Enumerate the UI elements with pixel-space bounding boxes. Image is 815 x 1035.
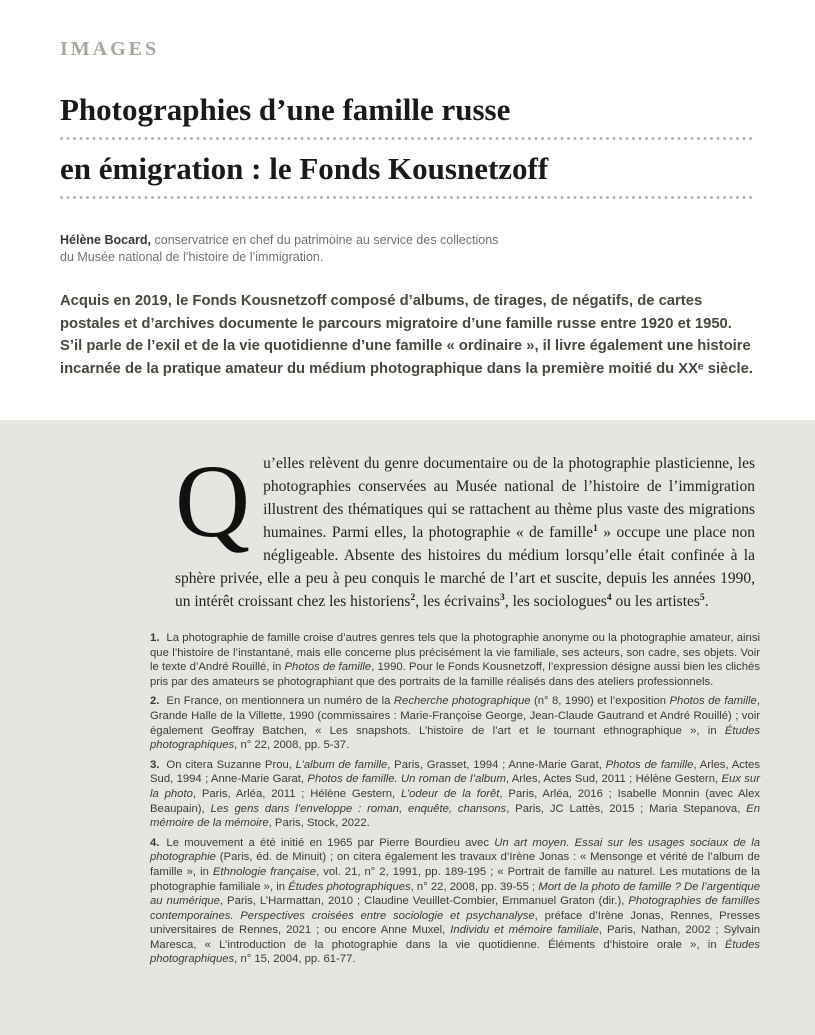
footnote-item — [150, 758, 760, 831]
dotted-rule — [60, 196, 755, 199]
footnote-number: 3. — [150, 758, 160, 771]
footnote-number: 1. — [150, 632, 160, 644]
footnotes-list — [150, 631, 760, 967]
body-section — [0, 420, 815, 1035]
section-kicker: IMAGES — [60, 38, 160, 60]
lead-paragraph-text: u’elles relèvent du genre documentaire ou de la photographie plasticienne, les photographies conservées au Musée national de l’histoire de l’immigration illustrent des thématiques qui se rattachent au thème plus vaste des migrations humaines. Parmi elles, la photographie « de famille$^1$ » occupe une place non négligeable. Absente des histoires du médium lorsqu’elle était confinée à la sphère privée, elle a peu à peu conquis le marché de l’art et suscite, depuis les années 1990, un intérêt croissant chez les historiens$^2$, les écrivains$^3$, les sociologues$^4$ ou les artistes$^5$. — [175, 455, 755, 610]
drop-cap: Q — [175, 444, 251, 559]
footnote-text: En France, on mentionnera un numéro de la Recherche photographique (n° 8, 1990) et l’exposition Photos de famille, Grande Halle de la Villette, 1990 (commissaires : Marie-Françoise George, Jean-Claude Gautrand et André Rouillé) ; voir également Geoffray Batchen, « Les snapshots. L’histoire de l’art et le tournant ethnographique », in Études photographiques, n° 22, 2008, pp. 5-37. — [150, 695, 760, 752]
article-title-line-2: en émigration : le Fonds Kousnetzoff — [60, 151, 549, 186]
author-affiliation: du Musée national de l’histoire de l’immigration. — [60, 250, 324, 264]
dotted-rule — [60, 137, 755, 140]
abstract-paragraph: Acquis en 2019, le Fonds Kousnetzoff composé d’albums, de tirages, de négatifs, de cartes postales et d’archives documente le parcours migratoire d’une famille russe entre 1920 et 1950. S’il parle de l’exil et de la vie quotidienne d’une famille « ordinaire », il livre également une histoire incarnée de la pratique amateur du médium photographique dans la première moitié du XXᵉ siècle. — [60, 293, 753, 377]
header-section — [0, 0, 815, 420]
article-title-line-1: Photographies d’une famille russe — [60, 92, 511, 127]
footnote-text: On citera Suzanne Prou, L’album de famille, Paris, Grasset, 1994 ; Anne-Marie Garat, Photos de famille, Arles, Actes Sud, 1994 ; Anne-Marie Garat, Photos de famille. Un roman de l’album, Arles, Actes Sud, 2011 ; Hélène Gestern, Eux sur la photo, Paris, Arléa, 2011 ; Hélène Gestern, L’odeur de la forêt, Paris, Arléa, 2016 ; Isabelle Monnin (avec Alex Beaupain), Les gens dans l’enveloppe : roman, enquête, chansons, Paris, JC Lattès, 2015 ; Maria Stepanova, En mémoire de la mémoire, Paris, Stock, 2022. — [150, 758, 760, 830]
author-block — [60, 232, 755, 266]
footnote-item — [150, 631, 760, 689]
footnote-item — [150, 694, 760, 752]
author-role: conservatrice en chef du patrimoine au service des collections — [151, 233, 499, 247]
footnote-text: La photographie de famille croise d’autres genres tels que la photographie anonyme ou la photographie amateur, ainsi que l’histoire de l’instantané, mais elle concerne plus précisément la vie familiale, ses acteurs, son cadre, ses objets. Voir le texte d’André Rouillé, in Photos de famille, 1990. Pour le Fonds Kousnetzoff, l’expression désigne aussi bien les clichés pris par des amateurs se photographiant que des portraits de la famille réalisés dans des ateliers professionnels. — [150, 632, 760, 688]
footnote-number: 2. — [150, 695, 160, 708]
author-name: Hélène Bocard, — [60, 233, 152, 247]
lead-paragraph — [175, 444, 755, 613]
footnote-number: 4. — [150, 836, 160, 849]
footnote-item — [150, 836, 760, 967]
footnote-text: Le mouvement a été initié en 1965 par Pierre Bourdieu avec Un art moyen. Essai sur les usages sociaux de la photographie (Paris, éd. de Minuit) ; on citera également les travaux d’Irène Jonas : « Mensonge et vérité de l’album de famille », in Ethnologie française, vol. 21, n° 2, 1991, pp. 189-195 ; « Portrait de famille au naturel. Les mutations de la photographie familiale », in Études photographiques, n° 22, 2008, pp. 39-55 ; Mort de la photo de famille ? De l’argentique au numérique, Paris, L’Harmattan, 2010 ; Claudine Veuillet-Combier, Emmanuel Graton (dir.), Photographies de familles contemporaines. Perspectives croisées entre sociologie et psychanalyse, préface d’Irène Jonas, Rennes, Presses universitaires de Rennes, 2021 ; ou encore Anne Muxel, Individu et mémoire familiale, Paris, Nathan, 2002 ; Sylvain Maresca, « L’introduction de la photographie dans la vie quotidienne. Éléments d’histoire orale », in Études photographiques, n° 15, 2004, pp. 61-77. — [150, 836, 761, 966]
